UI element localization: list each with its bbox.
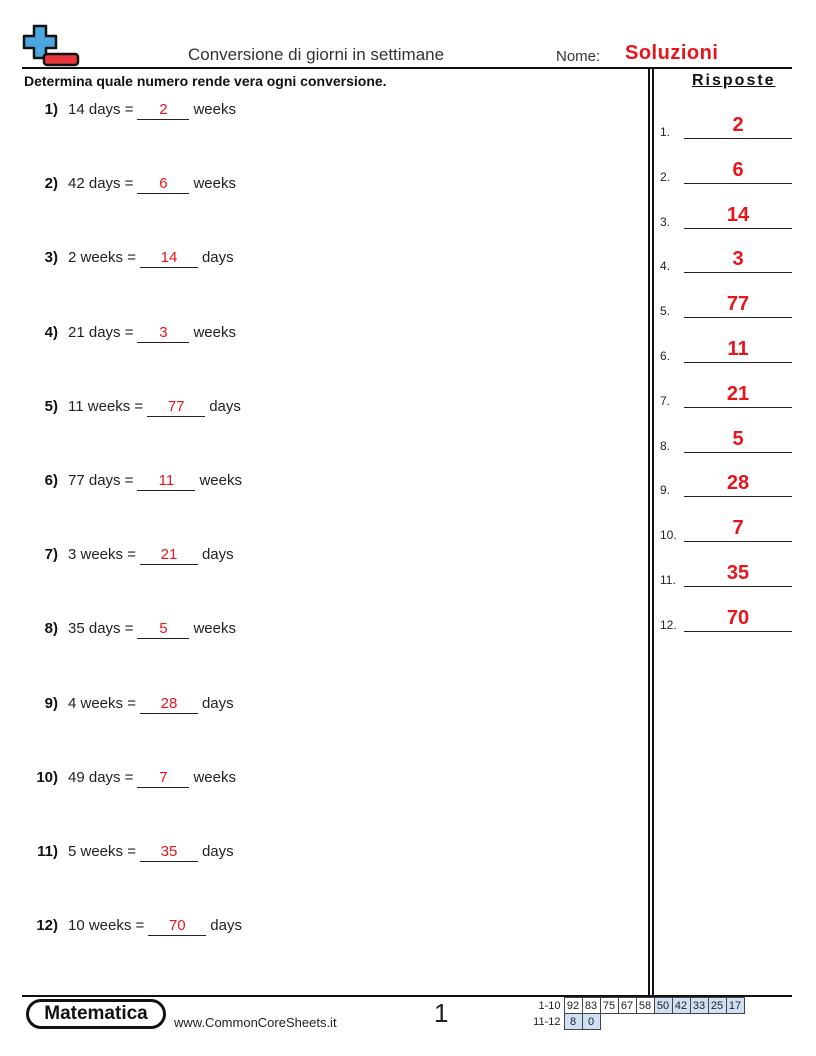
score-cell: 58 bbox=[636, 998, 654, 1014]
answer-blank: 2 bbox=[137, 101, 189, 120]
score-cell: 75 bbox=[600, 998, 618, 1014]
problem-row bbox=[22, 620, 236, 639]
problem-unit: weeks bbox=[193, 101, 236, 118]
answer-key-row bbox=[660, 293, 792, 319]
problem-number: 2) bbox=[44, 175, 58, 193]
column-divider bbox=[652, 69, 654, 995]
score-cell: 42 bbox=[672, 998, 690, 1014]
problem-row bbox=[22, 249, 234, 268]
problem-number: 11) bbox=[37, 843, 58, 860]
problem-number: 6) bbox=[44, 472, 58, 489]
site-url: www.CommonCoreSheets.it bbox=[174, 1015, 337, 1030]
answer-key-number: 7. bbox=[660, 393, 671, 408]
answer-key-line bbox=[684, 317, 792, 318]
problem-row bbox=[22, 472, 242, 491]
answer-blank: 21 bbox=[140, 546, 198, 565]
score-cell: 83 bbox=[582, 998, 600, 1014]
score-cell: 67 bbox=[618, 998, 636, 1014]
instructions: Determina quale numero rende vera ogni conversione. bbox=[24, 73, 387, 89]
answer-blank: 70 bbox=[148, 917, 206, 936]
answer-key-row bbox=[660, 517, 792, 543]
problem-row bbox=[22, 917, 242, 936]
answer-key-value: 77 bbox=[726, 293, 750, 316]
problem-text: 35 days = bbox=[68, 620, 134, 638]
column-divider bbox=[648, 69, 650, 995]
problem-row bbox=[22, 546, 234, 565]
answer-key-line bbox=[684, 452, 792, 453]
answer-key-line bbox=[684, 631, 792, 632]
score-table bbox=[530, 997, 745, 1030]
problem-number: 12) bbox=[36, 917, 58, 935]
answer-blank: 77 bbox=[147, 398, 205, 417]
answer-key-row bbox=[660, 562, 792, 587]
answer-key-row bbox=[660, 158, 792, 184]
answer-key-row bbox=[660, 248, 792, 274]
problem-unit: days bbox=[201, 249, 234, 267]
problem-text: 3 weeks = bbox=[68, 546, 136, 564]
answer-key-row bbox=[660, 114, 792, 139]
problem-unit: weeks bbox=[193, 768, 236, 786]
problem-text: 42 days = bbox=[68, 175, 134, 193]
problem-number: 5) bbox=[44, 397, 58, 415]
answer-key-value: 6 bbox=[732, 158, 744, 181]
problem-unit: weeks bbox=[193, 175, 236, 193]
problem-row bbox=[22, 769, 236, 788]
name-value: Soluzioni bbox=[625, 42, 719, 64]
answer-key-number: 3. bbox=[660, 214, 671, 229]
answer-key-line bbox=[684, 496, 792, 497]
problem-number: 3) bbox=[44, 249, 58, 267]
header-rule bbox=[22, 67, 792, 69]
problem-text: 4 weeks = bbox=[68, 694, 136, 712]
answer-key-value: 28 bbox=[726, 472, 750, 495]
answer-blank: 6 bbox=[137, 175, 189, 194]
problem-text: 5 weeks = bbox=[68, 843, 136, 860]
problem-number: 9) bbox=[44, 694, 58, 712]
score-cell: 25 bbox=[708, 998, 726, 1014]
problem-unit: weeks bbox=[193, 620, 236, 638]
answer-key-line bbox=[684, 272, 792, 273]
answer-key-line bbox=[684, 586, 792, 587]
brand-badge: Matematica bbox=[26, 999, 166, 1029]
page-title: Conversione di giorni in settimane bbox=[188, 45, 445, 64]
answer-key-row bbox=[660, 427, 792, 453]
answer-key-line bbox=[684, 183, 792, 184]
answer-key-number: 9. bbox=[660, 483, 671, 498]
name-label: Nome: bbox=[556, 48, 601, 65]
problem-text: 10 weeks = bbox=[68, 917, 145, 935]
problem-unit: days bbox=[201, 843, 234, 860]
answer-key-number: 8. bbox=[660, 438, 671, 453]
answer-blank: 28 bbox=[140, 695, 198, 714]
problem-number: 8) bbox=[44, 620, 58, 638]
answer-key-number: 1. bbox=[660, 125, 671, 139]
answer-key-row bbox=[660, 338, 792, 363]
answer-key-number: 5. bbox=[660, 304, 671, 319]
problem-row bbox=[22, 324, 236, 343]
answer-key-value: 3 bbox=[732, 248, 744, 271]
problem-text: 2 weeks = bbox=[68, 249, 136, 267]
problem-text: 21 days = bbox=[68, 323, 134, 341]
problem-unit: weeks bbox=[199, 472, 242, 489]
answer-blank: 11 bbox=[137, 472, 195, 491]
answer-key-value: 35 bbox=[726, 562, 750, 584]
score-cell: 92 bbox=[564, 998, 582, 1014]
problem-row bbox=[22, 695, 234, 714]
answer-key-line bbox=[684, 362, 792, 363]
answer-blank: 14 bbox=[140, 249, 198, 268]
answer-key-number: 12. bbox=[660, 617, 677, 632]
answer-key-row bbox=[660, 382, 792, 408]
problem-number: 1) bbox=[44, 101, 58, 118]
answer-key-line bbox=[684, 407, 792, 408]
page-number: 1 bbox=[434, 998, 449, 1028]
answer-blank: 5 bbox=[137, 620, 189, 639]
answer-key-row bbox=[660, 606, 792, 632]
problem-text: 11 weeks = bbox=[68, 397, 144, 415]
answer-key-value: 14 bbox=[726, 203, 750, 226]
score-row bbox=[530, 1014, 744, 1030]
problem-number: 7) bbox=[44, 546, 58, 564]
score-cell: 33 bbox=[690, 998, 708, 1014]
answer-key-number: 2. bbox=[660, 169, 671, 184]
score-cell: 8 bbox=[564, 1014, 582, 1030]
problem-unit: days bbox=[201, 546, 234, 564]
answer-key-line bbox=[684, 138, 792, 139]
answer-key-number: 4. bbox=[660, 259, 671, 274]
answer-key-line bbox=[684, 228, 792, 229]
answer-key-number: 11. bbox=[660, 573, 676, 587]
score-cell: 50 bbox=[654, 998, 672, 1014]
answer-key-line bbox=[684, 541, 792, 542]
problem-row bbox=[22, 101, 236, 120]
answer-key-row bbox=[660, 203, 792, 229]
plus-minus-logo-icon bbox=[22, 24, 80, 68]
problem-text: 77 days = bbox=[68, 472, 134, 489]
answer-key-value: 70 bbox=[726, 606, 750, 629]
score-row-label: 11-12 bbox=[533, 1015, 561, 1028]
problem-unit: days bbox=[201, 694, 234, 712]
problem-unit: days bbox=[210, 917, 242, 935]
problem-row bbox=[22, 175, 236, 194]
score-row bbox=[530, 998, 744, 1014]
problem-text: 14 days = bbox=[68, 101, 134, 118]
problem-row bbox=[22, 398, 241, 417]
answer-key-value: 5 bbox=[732, 427, 744, 450]
answer-blank: 7 bbox=[137, 769, 189, 788]
answer-blank: 3 bbox=[137, 324, 189, 343]
answer-key-value: 2 bbox=[732, 114, 744, 136]
score-cell: 0 bbox=[582, 1014, 600, 1030]
score-cell: 17 bbox=[726, 998, 744, 1014]
answer-key-number: 10. bbox=[660, 528, 677, 543]
answer-key-title: Risposte bbox=[692, 72, 776, 89]
answer-key-row bbox=[660, 472, 792, 498]
answer-blank: 35 bbox=[140, 843, 198, 862]
answer-key-value: 21 bbox=[726, 382, 750, 405]
problem-text: 49 days = bbox=[68, 768, 134, 786]
answer-key-value: 11 bbox=[727, 338, 749, 360]
score-row-label: 1-10 bbox=[538, 999, 561, 1012]
problem-row bbox=[22, 843, 234, 862]
answer-key-value: 7 bbox=[732, 517, 744, 540]
problem-number: 4) bbox=[44, 323, 58, 341]
problem-number: 10) bbox=[36, 768, 58, 786]
problem-unit: weeks bbox=[193, 323, 236, 341]
problem-unit: days bbox=[209, 397, 241, 415]
answer-key-number: 6. bbox=[660, 349, 671, 363]
